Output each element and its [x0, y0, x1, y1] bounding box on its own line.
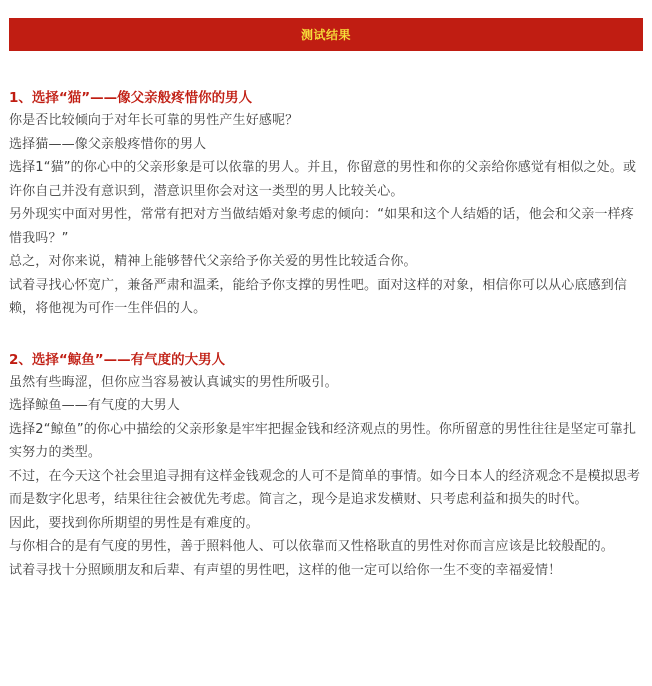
section-heading: 1、选择“猫”——像父亲般疼惜你的男人	[9, 90, 253, 106]
paragraph: 另外现实中面对男性，常常有把对方当做结婚对象考虑的倾向：“如果和这个人结婚的话，他会和父亲一样疼惜我吗？”	[9, 207, 634, 246]
paragraph: 你是否比较倾向于对年长可靠的男性产生好感呢？	[9, 113, 299, 128]
paragraph: 总之，对你来说，精神上能够替代父亲给予你关爱的男性比较适合你。	[9, 254, 417, 269]
paragraph: 与你相合的是有气度的男性，善于照料他人、可以依靠而又性格耿直的男性对你而言应该是比较般配的。	[9, 539, 614, 554]
paragraph: 试着寻找十分照顾朋友和后辈、有声望的男性吧，这样的他一定可以给你一生不变的幸福爱情！	[9, 562, 562, 578]
paragraph: 选择鲸鱼——有气度的大男人	[9, 398, 180, 413]
paragraph: 不过，在今天这个社会里追寻拥有这样金钱观念的人可不是简单的事情。如今日本人的经济观念不是模拟思考而是数字化思考，结果往往会被优先考虑。简言之，现今是追求发横财、只考虑利益和损失的时代。	[9, 468, 641, 507]
paragraph: 虽然有些晦涩，但你应当容易被认真诚实的男性所吸引。	[9, 374, 338, 390]
section-spacer	[9, 321, 643, 349]
banner-title: 测试结果	[300, 28, 351, 42]
paragraph: 选择猫——像父亲般疼惜你的男人	[9, 136, 207, 152]
paragraph: 选择1“猫”的你心中的父亲形象是可以依靠的男人。并且，你留意的男性和你的父亲给你感觉有相似之处。或许你自己并没有意识到，潜意识里你会对这一类型的男人比较关心。	[9, 160, 637, 199]
article-content	[9, 87, 643, 582]
paragraph: 试着寻找心怀宽广，兼备严肃和温柔，能给予你支撑的男性吧。面对这样的对象，相信你可以从心底感到信赖，将他视为可作一生伴侣的人。	[9, 277, 628, 316]
result-section-cat	[9, 87, 643, 321]
paragraph: 选择2“鲸鱼”的你心中描绘的父亲形象是牢牢把握金钱和经济观点的男性。你所留意的男性往往是坚定可靠扎实努力的类型。	[9, 421, 637, 460]
paragraph: 因此，要找到你所期望的男性是有难度的。	[9, 515, 259, 531]
result-section-whale	[9, 349, 643, 583]
section-heading: 2、选择“鲸鱼”——有气度的大男人	[9, 351, 226, 368]
result-banner	[9, 18, 643, 51]
